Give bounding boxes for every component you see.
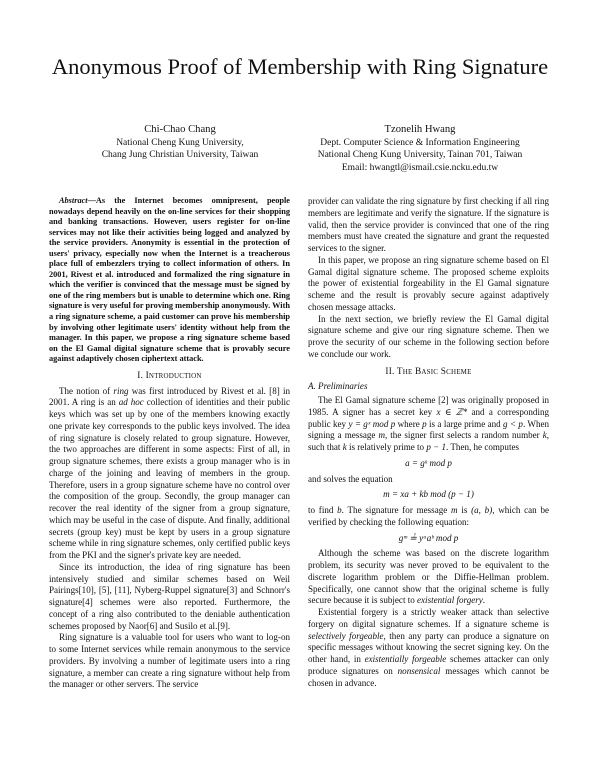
- equation: a = gᵏ mod p: [405, 457, 452, 468]
- paragraph: Although the scheme was based on the discrete logarithm problem, its security was never proved to be equivalent to the discrete logarithm problem or the Diffie-Hellman problem. Specifically, one cannot show that the original scheme is fully secure because it is subject to existential forgery.: [308, 548, 549, 606]
- author-name: Tzonelih Hwang: [384, 124, 456, 135]
- section-heading-introduction: I. Introduction: [137, 370, 202, 381]
- paragraph: In the next section, we briefly review the El Gamal digital signature scheme and give our ring signature scheme. Then we prove the security of our scheme in the following section before we conclude our work.: [308, 313, 549, 359]
- author-name: Chi-Chao Chang: [144, 124, 216, 135]
- author-affiliation: National Cheng Kung University,: [116, 138, 244, 149]
- paragraph: The El Gamal signature scheme [2] was originally proposed in 1985. A signer has a secret key x ∈ ℤ* and a corresponding public key y = gˣ mod p where p is a large prime and g < p. When signing a message m, the signer first selects a random number k, such that k is relatively prime to p − 1. Then, he computes: [308, 395, 550, 452]
- paragraph: provider can validate the ring signature by first checking if all ring members are legitimate and verify the signature. If the signature is valid, then the service provider is convinced that one of the ring members must have created the signature and grant the requested services to the signer.: [308, 196, 549, 253]
- paragraph: The notion of ring was first introduced by Rivest et al. [8] in 2001. A ring is an ad hoc collection of identities and their public keys which was set up by one of the members knowing exactly one private key corresponds to the public keys involved. The idea of ring signature is closely related to group signature. However, the two approaches are different in some aspects: First of all, in group signature schemes, there exists a group manager who is in charge of the joining and leaving of members in the group. Therefore, users in a group signature scheme have no control over the composition of the group. Secondly, the group manager can recover the real identity of the signer from a group signature, which may be useful in the case of dispute. And finally, additional secrets (group key) must be kept by users in a group signature scheme while in ring signature schemes, only certified public keys from the PKI and the signer's private key are needed.: [49, 385, 290, 560]
- abstract: Abstract—As the Internet becomes omnipresent, people nowadays depend heavily on the on-line services for their shopping and banking transactions. However, users register for on-line services may not like their activities being logged and analyzed by the service providers. Anonymity is essential in the protection of users' privacy, especially now when the Internet is a treacherous place full of embezzlers trying to collect information of others. In 2001, Rivest et al. introduced and formalized the ring signature in which the verifier is convinced that the message must be signed by one of the ring members but is unable to determine which one. Ring signature is very useful for proving membership anonymously. With a ring signature scheme, a paid customer can prove his membership by involving other legitimate users' identity without help from the manager. In this paper, we propose a ring signature scheme based on the El Gamal digital signature scheme that is provably secure against adaptively chosen ciphertext attack.: [49, 196, 290, 364]
- author-email: Email: hwangtl@ismail.csie.ncku.edu.tw: [341, 162, 499, 173]
- equation: gᵐ ≟ yᵃaᵇ mod p: [398, 532, 459, 543]
- author-affiliation: Chang Jung Christian University, Taiwan: [101, 150, 259, 161]
- paragraph: Since its introduction, the idea of ring signature has been intensively studied and similar schemes based on Weil Pairings[10], [5], [11], Nyberg-Ruppel signature[3] and Schnorr's signature[4] schemes were also reported. Furthermore, the concept of a ring also contributed to the deniable authentication schemes proposed by Naor[6] and Susilo et al.[9].: [49, 561, 290, 631]
- paragraph: to find b. The signature for message m is (a, b), which can be verified by checking the following equation:: [308, 505, 549, 527]
- author-block-1: [60, 124, 300, 162]
- paragraph: and solves the equation: [308, 473, 393, 484]
- paper-title: Anonymous Proof of Membership with Ring Signature: [51, 54, 549, 79]
- equation: m = xa + kb mod (p − 1): [383, 489, 474, 500]
- author-affiliation: Dept. Computer Science & Information Engineering: [320, 138, 520, 149]
- right-column: [308, 196, 549, 689]
- author-block-2: [290, 124, 550, 174]
- paragraph: Existential forgery is a strictly weaker attack than selective forgery on digital signature schemes. If a signature scheme is selectively forgeable, then any party can produce a signature on specific messages without knowing the secret signing key. On the other hand, in existentially forgeable schemes attacker can only produce signatures on nonsensical messages which cannot be chosen in advance.: [308, 607, 549, 688]
- paragraph: In this paper, we propose an ring signature scheme based on El Gamal digital signature scheme. The proposed scheme exploits the power of existential forgeability in the El Gamal signature scheme and the result is provably secure against adaptively chosen message attacks.: [308, 254, 549, 312]
- subsection-heading-preliminaries: A. Preliminaries: [308, 381, 368, 392]
- paragraph: Ring signature is a valuable tool for users who want to log-on to some Internet services while remain anonymous to the service providers. By involving a number of legitimate users into a ring signature, a member can create a ring signature without help from the manager or other servers. The service: [49, 632, 290, 690]
- section-heading-basic-scheme: II. The Basic Scheme: [385, 366, 472, 377]
- left-column: [49, 196, 290, 691]
- author-affiliation: National Cheng Kung University, Tainan 701, Taiwan: [317, 150, 523, 161]
